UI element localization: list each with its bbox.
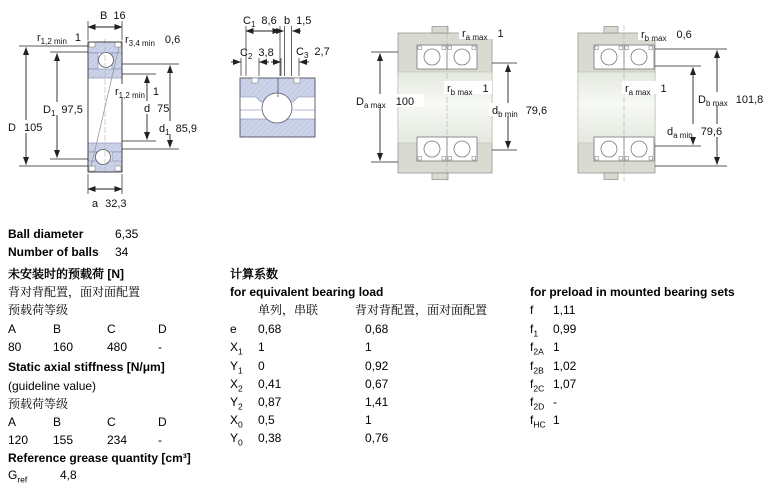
dim-label-db: $d_{b min}$ 79,6: [492, 105, 548, 119]
factor-value: 0,68: [258, 322, 282, 336]
factor-symbol: $X_1$: [230, 340, 243, 357]
factor-value: 0,5: [258, 413, 275, 427]
calc-col1-header: 单列，串联: [258, 303, 319, 317]
factor-value: 0,76: [365, 431, 389, 445]
ball-detail: [262, 93, 292, 123]
dim-label-rb-right: $r_{b max}$ 0,6: [641, 29, 692, 43]
calc-col2-header: 背对背配置，面对面配置: [355, 303, 488, 317]
stiffness-note: (guideline value): [8, 379, 97, 393]
drawing-section-detail: [231, 15, 330, 137]
factor-value: 1: [365, 340, 372, 354]
factor-value: 0: [258, 359, 265, 373]
factor-value: 1: [365, 413, 372, 427]
drawing-mounted-set-right: [578, 25, 767, 181]
dim-label-Da: $D_{a max}$ 100: [356, 96, 415, 110]
factor-value: 1,07: [553, 377, 577, 391]
dim-label-r12-top: $r_{1,2 min}$ 1: [37, 32, 82, 46]
dim-label-r12-mid: $r_{1,2 min}$ 1: [115, 86, 160, 100]
preload-arrangement: 背对背配置，面对面配置: [8, 285, 141, 299]
ball-diameter-row: [8, 227, 139, 241]
dim-label-D: D 105: [8, 122, 43, 134]
factor-value: 1,02: [553, 359, 577, 373]
stiffness-class-label: 预载荷等级: [8, 397, 69, 411]
cell-value: 80: [8, 340, 22, 354]
dim-label-r34: $r_{3,4 min}$ 0,6: [125, 34, 181, 48]
dim-label-b: b 1,5: [284, 15, 312, 27]
stiffness-title: Static axial stiffness [N/μm]: [8, 360, 165, 374]
calc-subtitle: for equivalent bearing load: [230, 285, 384, 299]
dim-label-da: $d_{a min}$ 79,6: [667, 126, 723, 140]
dim-label-ra-left: $r_{a max}$ 1: [462, 28, 504, 42]
drawing-mounted-set-left: [352, 25, 555, 181]
factor-value: 0,67: [365, 377, 389, 391]
cell-value: 160: [53, 340, 74, 354]
factor-value: 1: [258, 340, 265, 354]
bearing-pair-top: [417, 45, 477, 69]
factor-value: 0,99: [553, 322, 577, 336]
grease-value: 4,8: [60, 468, 77, 482]
drawing-bearing-cross-section: [5, 10, 198, 210]
ball-top: [99, 53, 114, 68]
factor-symbol: $f_{2A}$: [530, 340, 544, 357]
factor-symbol: $f_{2D}$: [530, 395, 545, 412]
col-header: A: [8, 322, 17, 336]
factor-symbol: $f_{HC}$: [530, 413, 546, 430]
dim-label-C2: $C_2$ 3,8: [240, 47, 274, 61]
factor-value: 0,68: [365, 322, 389, 336]
col-header: D: [158, 322, 167, 336]
bearing-pair-bottom-right: [594, 137, 654, 161]
ball-bottom: [96, 150, 111, 165]
dim-label-rb-left: $r_{b max}$ 1: [447, 83, 489, 97]
factor-symbol: $f_{2B}$: [530, 359, 544, 376]
factor-symbol: $Y_1$: [230, 359, 243, 376]
number-of-balls-value: 34: [115, 245, 129, 259]
dim-label-d1: $d_1$ 85,9: [159, 123, 197, 137]
preload-factors-title: for preload in mounted bearing sets: [530, 285, 735, 299]
dim-label-d: d 75: [144, 103, 170, 115]
factor-value: 1: [553, 413, 560, 427]
preload-unmounted-title: 未安装时的预载荷 [N]: [8, 267, 124, 281]
preload-class-label: 预载荷等级: [8, 303, 69, 317]
grease-symbol: $G_{ref}$: [8, 468, 28, 485]
col-header: B: [53, 322, 62, 336]
factor-symbol: $f_1$: [530, 322, 539, 339]
col-header: A: [8, 415, 17, 429]
factor-value: 1,41: [365, 395, 389, 409]
factor-value: 0,92: [365, 359, 389, 373]
factor-value: 0,38: [258, 431, 282, 445]
cell-value: -: [158, 433, 162, 447]
dim-label-C1: $C_1$ 8,6: [243, 15, 277, 29]
factor-symbol: $X_0$: [230, 413, 243, 430]
col-header: D: [158, 415, 167, 429]
bearing-pair-bottom: [417, 137, 477, 161]
factor-symbol: $f_{2C}$: [530, 377, 545, 394]
factor-value: 1,11: [553, 303, 576, 317]
bearing-body: [88, 39, 122, 175]
dim-label-C3: $C_3$ 2,7: [296, 46, 330, 60]
factor-symbol: $Y_0$: [230, 431, 243, 448]
factor-value: 0,41: [258, 377, 282, 391]
dim-label-ra-right: $r_{a max}$ 1: [625, 83, 667, 97]
factor-symbol: e: [230, 322, 237, 336]
factor-value: 0,87: [258, 395, 282, 409]
col-header: C: [107, 322, 116, 336]
bearing-pair-top-right: [594, 45, 654, 69]
cell-value: 234: [107, 433, 128, 447]
cell-value: 120: [8, 433, 29, 447]
factor-symbol: $X_2$: [230, 377, 243, 394]
dim-label-Db: $D_{b max}$ 101,8: [698, 94, 764, 108]
dim-label-D1: $D_1$ 97,5: [43, 104, 83, 118]
factor-value: -: [553, 395, 557, 409]
col-header: B: [53, 415, 62, 429]
grease-row: [8, 468, 77, 485]
dimensions-detail: [231, 15, 330, 76]
calc-title: 计算系数: [230, 267, 279, 281]
factor-symbol: $Y_2$: [230, 395, 243, 412]
cell-value: -: [158, 340, 162, 354]
ball-diameter-label: Ball diameter: [8, 227, 84, 241]
dim-label-B: B 16: [100, 10, 126, 22]
number-of-balls-row: [8, 245, 129, 259]
number-of-balls-label: Number of balls: [8, 245, 99, 259]
col-header: C: [107, 415, 116, 429]
grease-title: Reference grease quantity [cm³]: [8, 451, 191, 465]
factor-value: 1: [553, 340, 560, 354]
cell-value: 155: [53, 433, 74, 447]
cell-value: 480: [107, 340, 128, 354]
ball-diameter-value: 6,35: [115, 227, 139, 241]
factor-symbol: f: [530, 303, 534, 317]
dim-label-a: a 32,3: [92, 198, 127, 210]
